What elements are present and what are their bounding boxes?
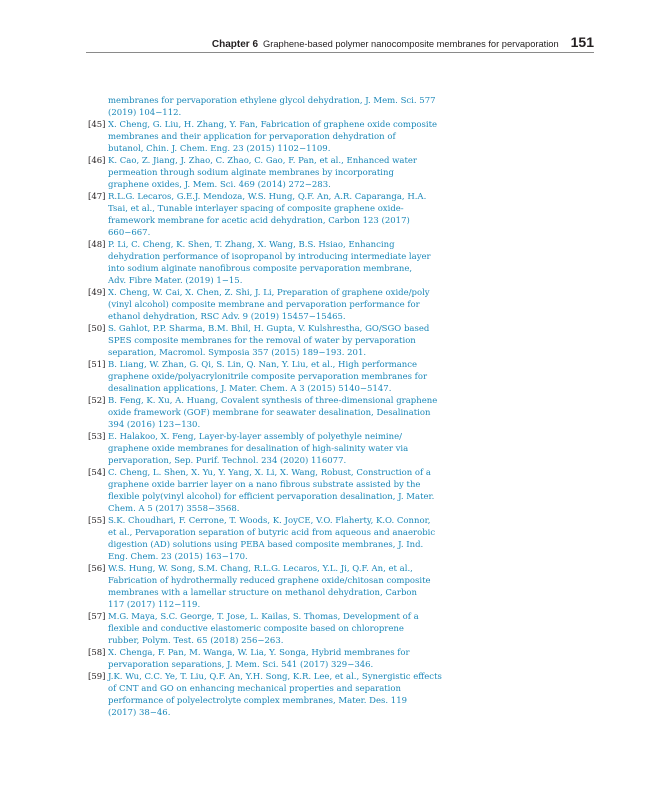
reference-item-55: [88, 515, 444, 563]
reference-text[interactable]: X. Cheng, W. Cai, X. Chen, Z. Shi, J. Li, Preparation of graphene oxide/poly (vinyl alcohol) composite membrane and pervaporation performance for ethanol dehydration, RSC Adv. 9 (2019) 15457−15465.: [108, 288, 430, 322]
chapter-label: Chapter 6: [211, 39, 259, 50]
reference-item-56: [88, 563, 444, 611]
reference-item-50: [88, 323, 444, 359]
reference-item-45: [88, 119, 444, 155]
reference-number: [49]: [88, 288, 106, 298]
reference-item-53: [88, 431, 444, 467]
reference-number: [88, 95, 108, 119]
reference-text[interactable]: K. Cao, Z. Jiang, J. Zhao, C. Zhao, C. Gao, F. Pan, et al., Enhanced water permeation through sodium alginate membranes by incorporating graphene oxides, J. Mem. Sci. 469 (2014) 272−283.: [108, 156, 417, 190]
reference-number: [57]: [88, 612, 106, 622]
reference-number: [51]: [88, 360, 106, 370]
reference-number: [45]: [88, 120, 106, 130]
reference-text[interactable]: W.S. Hung, W. Song, S.M. Chang, R.L.G. Lecaros, Y.L. Ji, Q.F. An, et al., Fabrication of hydrothermally reduced graphene oxide/chitosan composite membranes with a lamellar structure on methanol dehydration, Carbon 117 (2017) 112−119.: [108, 564, 431, 610]
reference-text[interactable]: M.G. Maya, S.C. George, T. Jose, L. Kailas, S. Thomas, Development of a flexible and conductive elastomeric composite based on chloroprene rubber, Polym. Test. 65 (2018) 256−263.: [108, 612, 419, 646]
reference-item-58: [88, 647, 444, 671]
reference-number: [53]: [88, 432, 106, 442]
chapter-title: Graphene-based polymer nanocomposite membranes for pervaporation: [263, 39, 559, 49]
reference-text[interactable]: C. Cheng, L. Shen, X. Yu, Y. Yang, X. Li, X. Wang, Robust, Construction of a graphene oxide barrier layer on a nano fibrous substrate assisted by the flexible poly(vinyl alcohol) for efficient pervaporation desalination, J. Mater. Chem. A 5 (2017) 3558−3568.: [108, 468, 435, 514]
reference-number: [55]: [88, 516, 106, 526]
reference-item-51: [88, 359, 444, 395]
reference-number: [47]: [88, 192, 106, 202]
reference-text[interactable]: B. Feng, K. Xu, A. Huang, Covalent synthesis of three-dimensional graphene oxide framework (GOF) membrane for seawater desalination, Desalination 394 (2016) 123−130.: [108, 396, 438, 430]
reference-text[interactable]: B. Liang, W. Zhan, G. Qi, S. Lin, Q. Nan, Y. Liu, et al., High performance graphene oxide/polyacrylonitrile composite pervaporation membranes for desalination applications, J. Mater. Chem. A 3 (2015) 5140−5147.: [108, 360, 428, 394]
reference-text[interactable]: E. Halakoo, X. Feng, Layer-by-layer assembly of polyethyle neimine/ graphene oxide membranes for desalination of high-salinity water via pervaporation, Sep. Purif. Technol. 234 (2020) 116077.: [108, 432, 409, 466]
reference-text[interactable]: J.K. Wu, C.C. Ye, T. Liu, Q.F. An, Y.H. Song, K.R. Lee, et al., Synergistic effects of CNT and GO on enhancing mechanical properties and separation performance of polyelectrolyte complex membranes, Mater. Des. 119 (2017) 38−46.: [108, 672, 442, 718]
header-rule: [86, 52, 594, 53]
reference-number: [56]: [88, 564, 106, 574]
reference-number: [58]: [88, 648, 106, 658]
reference-text[interactable]: X. Cheng, G. Liu, H. Zhang, Y. Fan, Fabrication of graphene oxide composite membranes and their application for pervaporation dehydration of butanol, Chin. J. Chem. Eng. 23 (2015) 1102−1109.: [108, 120, 438, 154]
reference-number: [54]: [88, 468, 106, 478]
reference-text[interactable]: S. Gahlot, P.P. Sharma, B.M. Bhil, H. Gupta, V. Kulshrestha, GO/SGO based SPES composite membranes for the removal of water by pervaporation separation, Macromol. Symposia 357 (2015) 189−193. 201.: [108, 324, 430, 358]
reference-item-52: [88, 395, 444, 431]
reference-item-54: [88, 467, 444, 515]
reference-list: [88, 95, 444, 719]
running-header: [86, 34, 594, 52]
reference-item-46: [88, 155, 444, 191]
reference-number: [50]: [88, 324, 106, 334]
reference-item-continued: [88, 95, 444, 119]
reference-item-49: [88, 287, 444, 323]
reference-item-47: [88, 191, 444, 239]
reference-text[interactable]: X. Chenga, F. Pan, M. Wanga, W. Lia, Y. Songa, Hybrid membranes for pervaporation separations, J. Mem. Sci. 541 (2017) 329−346.: [108, 648, 410, 670]
reference-number: [48]: [88, 240, 106, 250]
reference-item-59: [88, 671, 444, 719]
page-number: 151: [570, 34, 594, 50]
reference-text[interactable]: P. Li, C. Cheng, K. Shen, T. Zhang, X. Wang, B.S. Hsiao, Enhancing dehydration performance of isopropanol by introducing intermediate layer into sodium alginate nanofibrous composite pervaporation membrane, Adv. Fibre Mater. (2019) 1−15.: [108, 240, 431, 286]
reference-item-57: [88, 611, 444, 647]
reference-text[interactable]: R.L.G. Lecaros, G.E.J. Mendoza, W.S. Hung, Q.F. An, A.R. Caparanga, H.A. Tsai, et al., Tunable interlayer spacing of composite graphene oxide- framework membrane for acetic acid dehydration, Carbon 123 (2017) 660−667.: [108, 192, 427, 238]
reference-number: [59]: [88, 672, 106, 682]
reference-text[interactable]: membranes for pervaporation ethylene glycol dehydration, J. Mem. Sci. 577 (2019) 104−112.: [108, 96, 436, 118]
reference-number: [46]: [88, 156, 106, 166]
reference-number: [52]: [88, 396, 106, 406]
reference-item-48: [88, 239, 444, 287]
reference-text[interactable]: S.K. Choudhari, F. Cerrone, T. Woods, K. JoyCE, V.O. Flaherty, K.O. Connor, et al., Pervaporation separation of butyric acid from aqueous and anaerobic digestion (AD) solutions using PEBA based composite membranes, J. Ind. Eng. Chem. 23 (2015) 163−170.: [108, 516, 436, 562]
